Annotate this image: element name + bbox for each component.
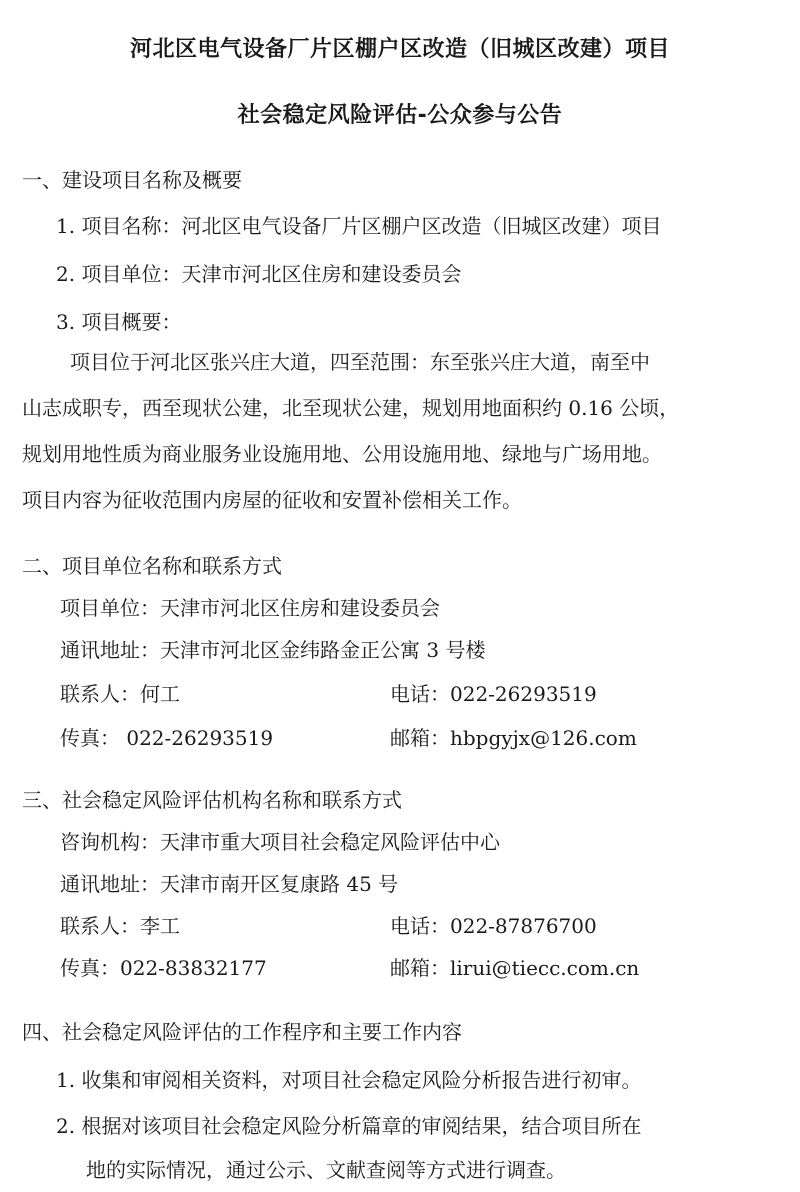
section2-unit: 项目单位：天津市河北区住房和建设委员会 — [60, 596, 440, 620]
section3-heading: 三、社会稳定风险评估机构名称和联系方式 — [22, 788, 402, 812]
document-title-line1: 河北区电气设备厂片区棚户区改造（旧城区改建）项目 — [129, 37, 670, 62]
section3-phone: 电话：022-87876700 — [390, 914, 597, 938]
section2-contact: 联系人：何工 — [60, 682, 180, 706]
section1-item-project-unit: 2. 项目单位：天津市河北区住房和建设委员会 — [56, 262, 462, 286]
section1-desc-line2: 山志成职专，西至现状公建，北至现状公建，规划用地面积约 0.16 公顷， — [22, 396, 680, 420]
section3-agency: 咨询机构：天津市重大项目社会稳定风险评估中心 — [60, 830, 500, 854]
section3-email: 邮箱：lirui@tiecc.com.cn — [390, 956, 640, 980]
section4-item2-line1: 2. 根据对该项目社会稳定风险分析篇章的审阅结果，结合项目所在 — [56, 1114, 642, 1138]
section3-address: 通讯地址：天津市南开区复康路 45 号 — [60, 872, 399, 896]
section2-phone: 电话：022-26293519 — [390, 682, 597, 706]
section4-item1: 1. 收集和审阅相关资料，对项目社会稳定风险分析报告进行初审。 — [56, 1068, 642, 1092]
section4-item2-line2: 地的实际情况，通过公示、文献查阅等方式进行调查。 — [86, 1158, 566, 1182]
section2-email: 邮箱：hbpgyjx@126.com — [390, 726, 637, 750]
section2-address: 通讯地址：天津市河北区金纬路金正公寓 3 号楼 — [60, 638, 486, 662]
section3-fax: 传真：022-83832177 — [60, 956, 267, 980]
section3-contact: 联系人：李工 — [60, 914, 180, 938]
section1-item-project-name: 1. 项目名称：河北区电气设备厂片区棚户区改造（旧城区改建）项目 — [56, 214, 662, 238]
section2-heading: 二、项目单位名称和联系方式 — [22, 554, 282, 578]
section1-desc-line3: 规划用地性质为商业服务业设施用地、公用设施用地、绿地与广场用地。 — [22, 442, 662, 466]
section1-desc-line4: 项目内容为征收范围内房屋的征收和安置补偿相关工作。 — [22, 488, 522, 512]
section1-heading: 一、建设项目名称及概要 — [22, 168, 242, 192]
section1-desc-line1: 项目位于河北区张兴庄大道，四至范围：东至张兴庄大道，南至中 — [70, 350, 650, 374]
section1-item-project-overview: 3. 项目概要： — [56, 310, 182, 334]
section2-fax: 传真： 022-26293519 — [60, 726, 274, 750]
document-title-line2: 社会稳定风险评估-公众参与公告 — [237, 103, 563, 128]
section4-heading: 四、社会稳定风险评估的工作程序和主要工作内容 — [22, 1020, 462, 1044]
